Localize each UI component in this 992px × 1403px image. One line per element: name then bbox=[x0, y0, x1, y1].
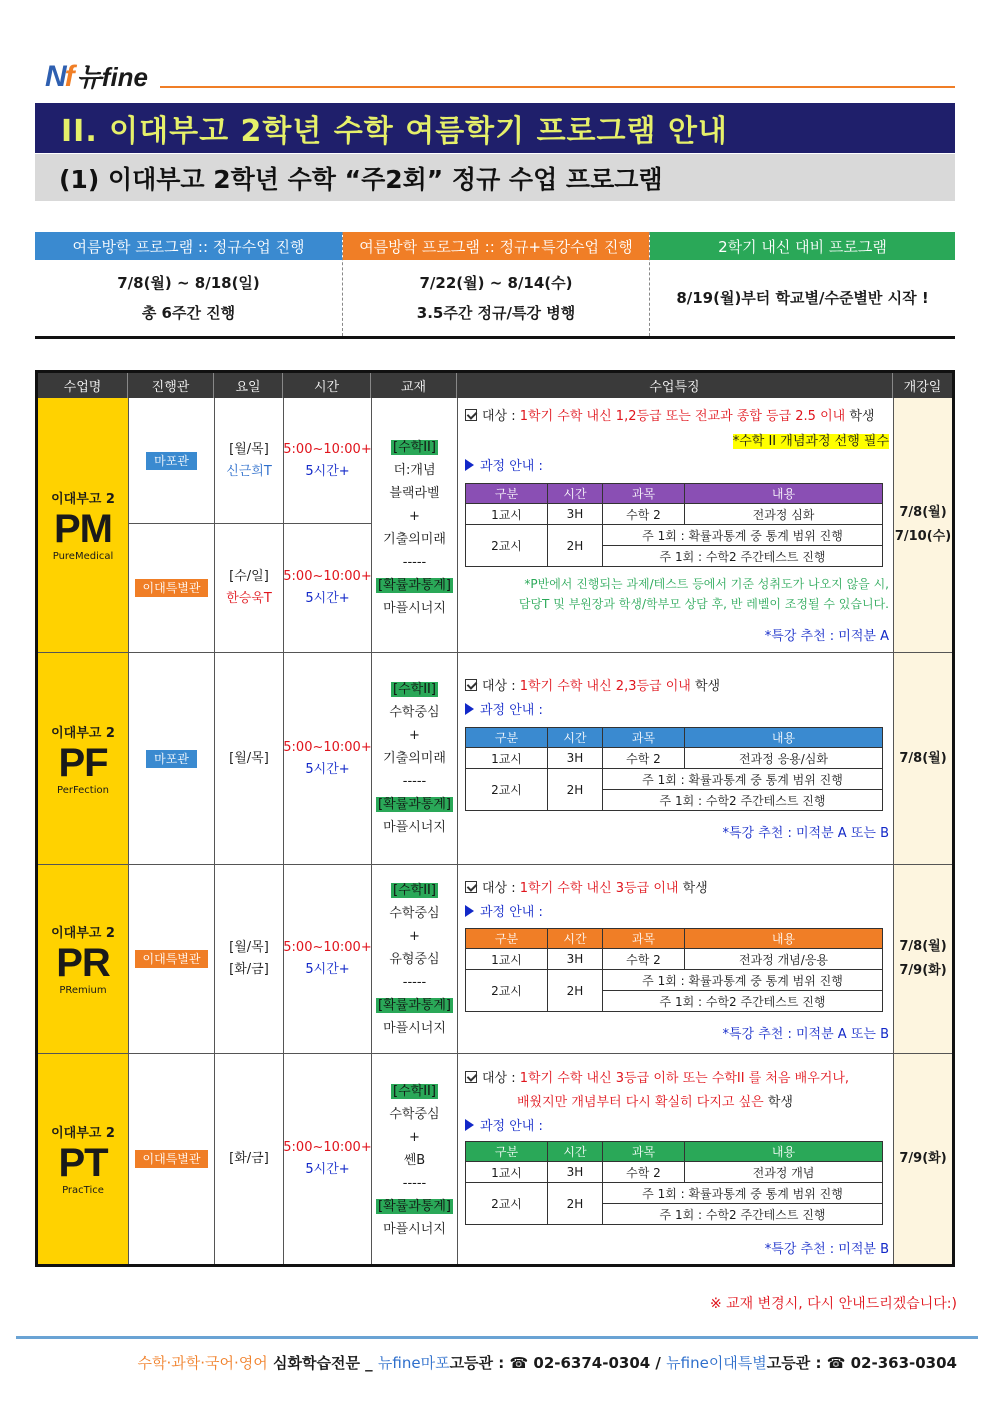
day-pr: [월/목] [화/금] bbox=[229, 940, 269, 977]
summary-special-dates: 7/22(월) ~ 8/14(수) bbox=[419, 274, 573, 292]
triangle-right-icon bbox=[465, 703, 474, 715]
triangle-right-icon bbox=[465, 459, 474, 471]
summary-regular-dates: 7/8(월) ~ 8/18(일) bbox=[117, 274, 260, 292]
th-day: 요일 bbox=[214, 373, 283, 398]
branch-pf: 마포관 bbox=[129, 653, 214, 864]
summary-regular-head: 여름방학 프로그램 :: 정규수업 진행 bbox=[35, 232, 342, 260]
course-table-pt: 구분 시간 과목 내용 1교시 3H 수학 2 전과정 개념 2교시 2H 주 1회 : 확률과통계 중 통계 범위 진행 주 1회 : 수학2 주간테스트 진행 bbox=[465, 1141, 883, 1225]
th-book: 교재 bbox=[371, 373, 457, 398]
branch-pt: 이대특별관 bbox=[129, 1054, 214, 1264]
th-branch: 진행관 bbox=[128, 373, 214, 398]
course-table-pm: 구분 시간 과목 내용 1교시 3H 수학 2 전과정 심화 2교시 2H 주 1회 : 확률과통계 중 통계 범위 진행 주 1회 : 수학2 주간테스트 진행 bbox=[465, 483, 883, 567]
summary-semester2-start: 8/19(월)부터 학교별/수준별반 시작 ! bbox=[676, 289, 929, 307]
triangle-right-icon bbox=[465, 905, 474, 917]
th-features: 수업특징 bbox=[457, 373, 893, 398]
day-pf: [월/목] bbox=[229, 750, 269, 766]
class-code-pm: PM bbox=[54, 507, 112, 551]
class-code-pf: PF bbox=[58, 740, 108, 785]
logo-mark: Nf bbox=[45, 60, 73, 93]
page-title: II. 이대부고 2학년 수학 여름학기 프로그램 안내 bbox=[61, 114, 728, 149]
program-summary bbox=[35, 232, 955, 339]
summary-special-duration: 3.5주간 정규/특강 병행 bbox=[416, 304, 576, 322]
required-note: *수학 II 개념과정 선행 필수 bbox=[732, 434, 889, 449]
books-pr: [수학II] 수학중심 + 유형중심 ----- [확률과통계] 마플시너지 bbox=[378, 882, 451, 1036]
checkbox-icon bbox=[465, 409, 477, 421]
footer-contact: 수학·과학·국어·영어 심화학습전문 _ 뉴fine마포고등관 : ☎ 02-6374-0304 / 뉴fine이대특별고등관 : ☎ 02-363-0304 bbox=[137, 1354, 957, 1372]
summary-regular bbox=[35, 232, 342, 336]
textbook-change-note: ※ 교재 변경시, 다시 안내드리겠습니다:) bbox=[709, 1296, 957, 1312]
branch-pr: 이대특별관 bbox=[129, 865, 214, 1053]
summary-special-head: 여름방학 프로그램 :: 정규+특강수업 진행 bbox=[343, 232, 649, 260]
class-code-pr: PR bbox=[56, 941, 110, 985]
class-cell-pf: 이대부고 2 PF PerFection bbox=[38, 653, 128, 864]
features-pf: 대상 : 1학기 수학 내신 2,3등급 이내 학생 과정 안내 : *특강 추천 : 미적분 A 또는 B bbox=[465, 673, 889, 861]
class-table bbox=[35, 370, 955, 1267]
page-title-bar bbox=[35, 103, 955, 153]
checkbox-icon bbox=[465, 1071, 477, 1083]
time-pm-mapo: 5:00~10:00+ 5시간+ bbox=[283, 441, 372, 479]
class-code-pt: PT bbox=[58, 1141, 108, 1185]
logo-text: 뉴fine bbox=[76, 62, 149, 92]
footer-divider bbox=[16, 1336, 978, 1339]
th-time: 시간 bbox=[283, 373, 371, 398]
branch-pm-idae: 이대특별관 bbox=[129, 524, 214, 652]
start-cell-pr: 7/8(월) 7/9(화) bbox=[894, 865, 952, 1053]
summary-semester2 bbox=[649, 232, 955, 336]
triangle-right-icon bbox=[465, 1119, 474, 1131]
features-pm: 대상 : 1학기 수학 내신 1,2등급 또는 전교과 종합 등급 2.5 이내 학생 *수학 II 개념과정 선행 필수 과정 안내 : *P반에서 진행되는 과제/테스트 등에서 기준 성취도가 나오지 않을 시, 담당T 및 부원장과 학생/학부모 상담 후, 반 레벨이 조정될 수 있습니다. *특강 추천 : 미적분 A bbox=[465, 403, 889, 651]
start-cell-pt: 7/9(화) bbox=[894, 1054, 952, 1264]
day-pm-mapo: [월/목] 신근희T bbox=[215, 398, 283, 523]
class-cell-pr: 이대부고 2 PR PRemium bbox=[38, 865, 128, 1053]
checkbox-icon bbox=[465, 881, 477, 893]
brand-logo bbox=[45, 60, 148, 94]
start-cell-pf: 7/8(월) bbox=[894, 653, 952, 864]
teacher-pm-idae: 한승욱T bbox=[226, 591, 272, 606]
special-lecture-pt: *특강 추천 : 미적분 B bbox=[764, 1242, 889, 1257]
day-pm-idae: [수/일] 한승욱T bbox=[215, 524, 283, 652]
branch-pm-mapo: 마포관 bbox=[129, 398, 214, 523]
time-pr: 5:00~10:00+ 5시간+ bbox=[283, 940, 372, 977]
time-pf: 5:00~10:00+ 5시간+ bbox=[283, 739, 372, 777]
summary-special bbox=[342, 232, 649, 336]
summary-semester2-head: 2학기 내신 대비 프로그램 bbox=[650, 232, 955, 260]
special-lecture-pr: *특강 추천 : 미적분 A 또는 B bbox=[722, 1027, 889, 1042]
class-cell-pm: 이대부고 2 PM PureMedical bbox=[38, 398, 128, 652]
header-divider bbox=[160, 86, 955, 88]
time-pt: 5:00~10:00+ 5시간+ bbox=[283, 1140, 372, 1177]
table-header bbox=[38, 373, 952, 398]
course-table-pf: 구분 시간 과목 내용 1교시 3H 수학 2 전과정 응용/심화 2교시 2H 주 1회 : 확률과통계 중 통계 범위 진행 주 1회 : 수학2 주간테스트 진행 bbox=[465, 727, 883, 811]
page-subtitle: (1) 이대부고 2학년 수학 “주2회” 정규 수업 프로그램 bbox=[59, 164, 663, 194]
books-pm: [수학II] 더:개념 블랙라벨 + 기출의미래 ----- [확률과통계] 마플시너지 bbox=[378, 440, 451, 616]
th-class: 수업명 bbox=[38, 373, 128, 398]
start-cell-pm: 7/8(월) 7/10(수) bbox=[894, 398, 952, 652]
day-pt: [화/금] bbox=[229, 1151, 269, 1166]
class-cell-pt: 이대부고 2 PT PracTice bbox=[38, 1054, 128, 1264]
th-start: 개강일 bbox=[903, 380, 942, 395]
special-lecture-pm: *특강 추천 : 미적분 A bbox=[764, 629, 889, 644]
books-pt: [수학II] 수학중심 + 쎈B ----- [확률과통계] 마플시너지 bbox=[378, 1084, 451, 1237]
features-pr: 대상 : 1학기 수학 내신 3등급 이내 학생 과정 안내 : *특강 추천 : 미적분 A 또는 B bbox=[465, 875, 889, 1050]
special-lecture-pf: *특강 추천 : 미적분 A 또는 B bbox=[722, 826, 889, 841]
page-subtitle-bar bbox=[35, 154, 955, 201]
books-pf: [수학II] 수학중심 + 기출의미래 ----- [확률과통계] 마플시너지 bbox=[378, 682, 451, 835]
time-pm-idae: 5:00~10:00+ 5시간+ bbox=[283, 569, 372, 606]
summary-regular-duration: 총 6주간 진행 bbox=[141, 304, 236, 322]
features-pt: 대상 : 1학기 수학 내신 3등급 이하 또는 수학II 를 처음 배우거나, 배웠지만 개념부터 다시 확실히 다지고 싶은 학생 과정 안내 : *특강 추천 : 미적분 B bbox=[465, 1065, 889, 1261]
checkbox-icon bbox=[465, 679, 477, 691]
course-table-pr: 구분 시간 과목 내용 1교시 3H 수학 2 전과정 개념/응용 2교시 2H 주 1회 : 확률과통계 중 통계 범위 진행 주 1회 : 수학2 주간테스트 진행 bbox=[465, 928, 883, 1012]
teacher-pm-mapo: 신근희T bbox=[226, 463, 272, 479]
